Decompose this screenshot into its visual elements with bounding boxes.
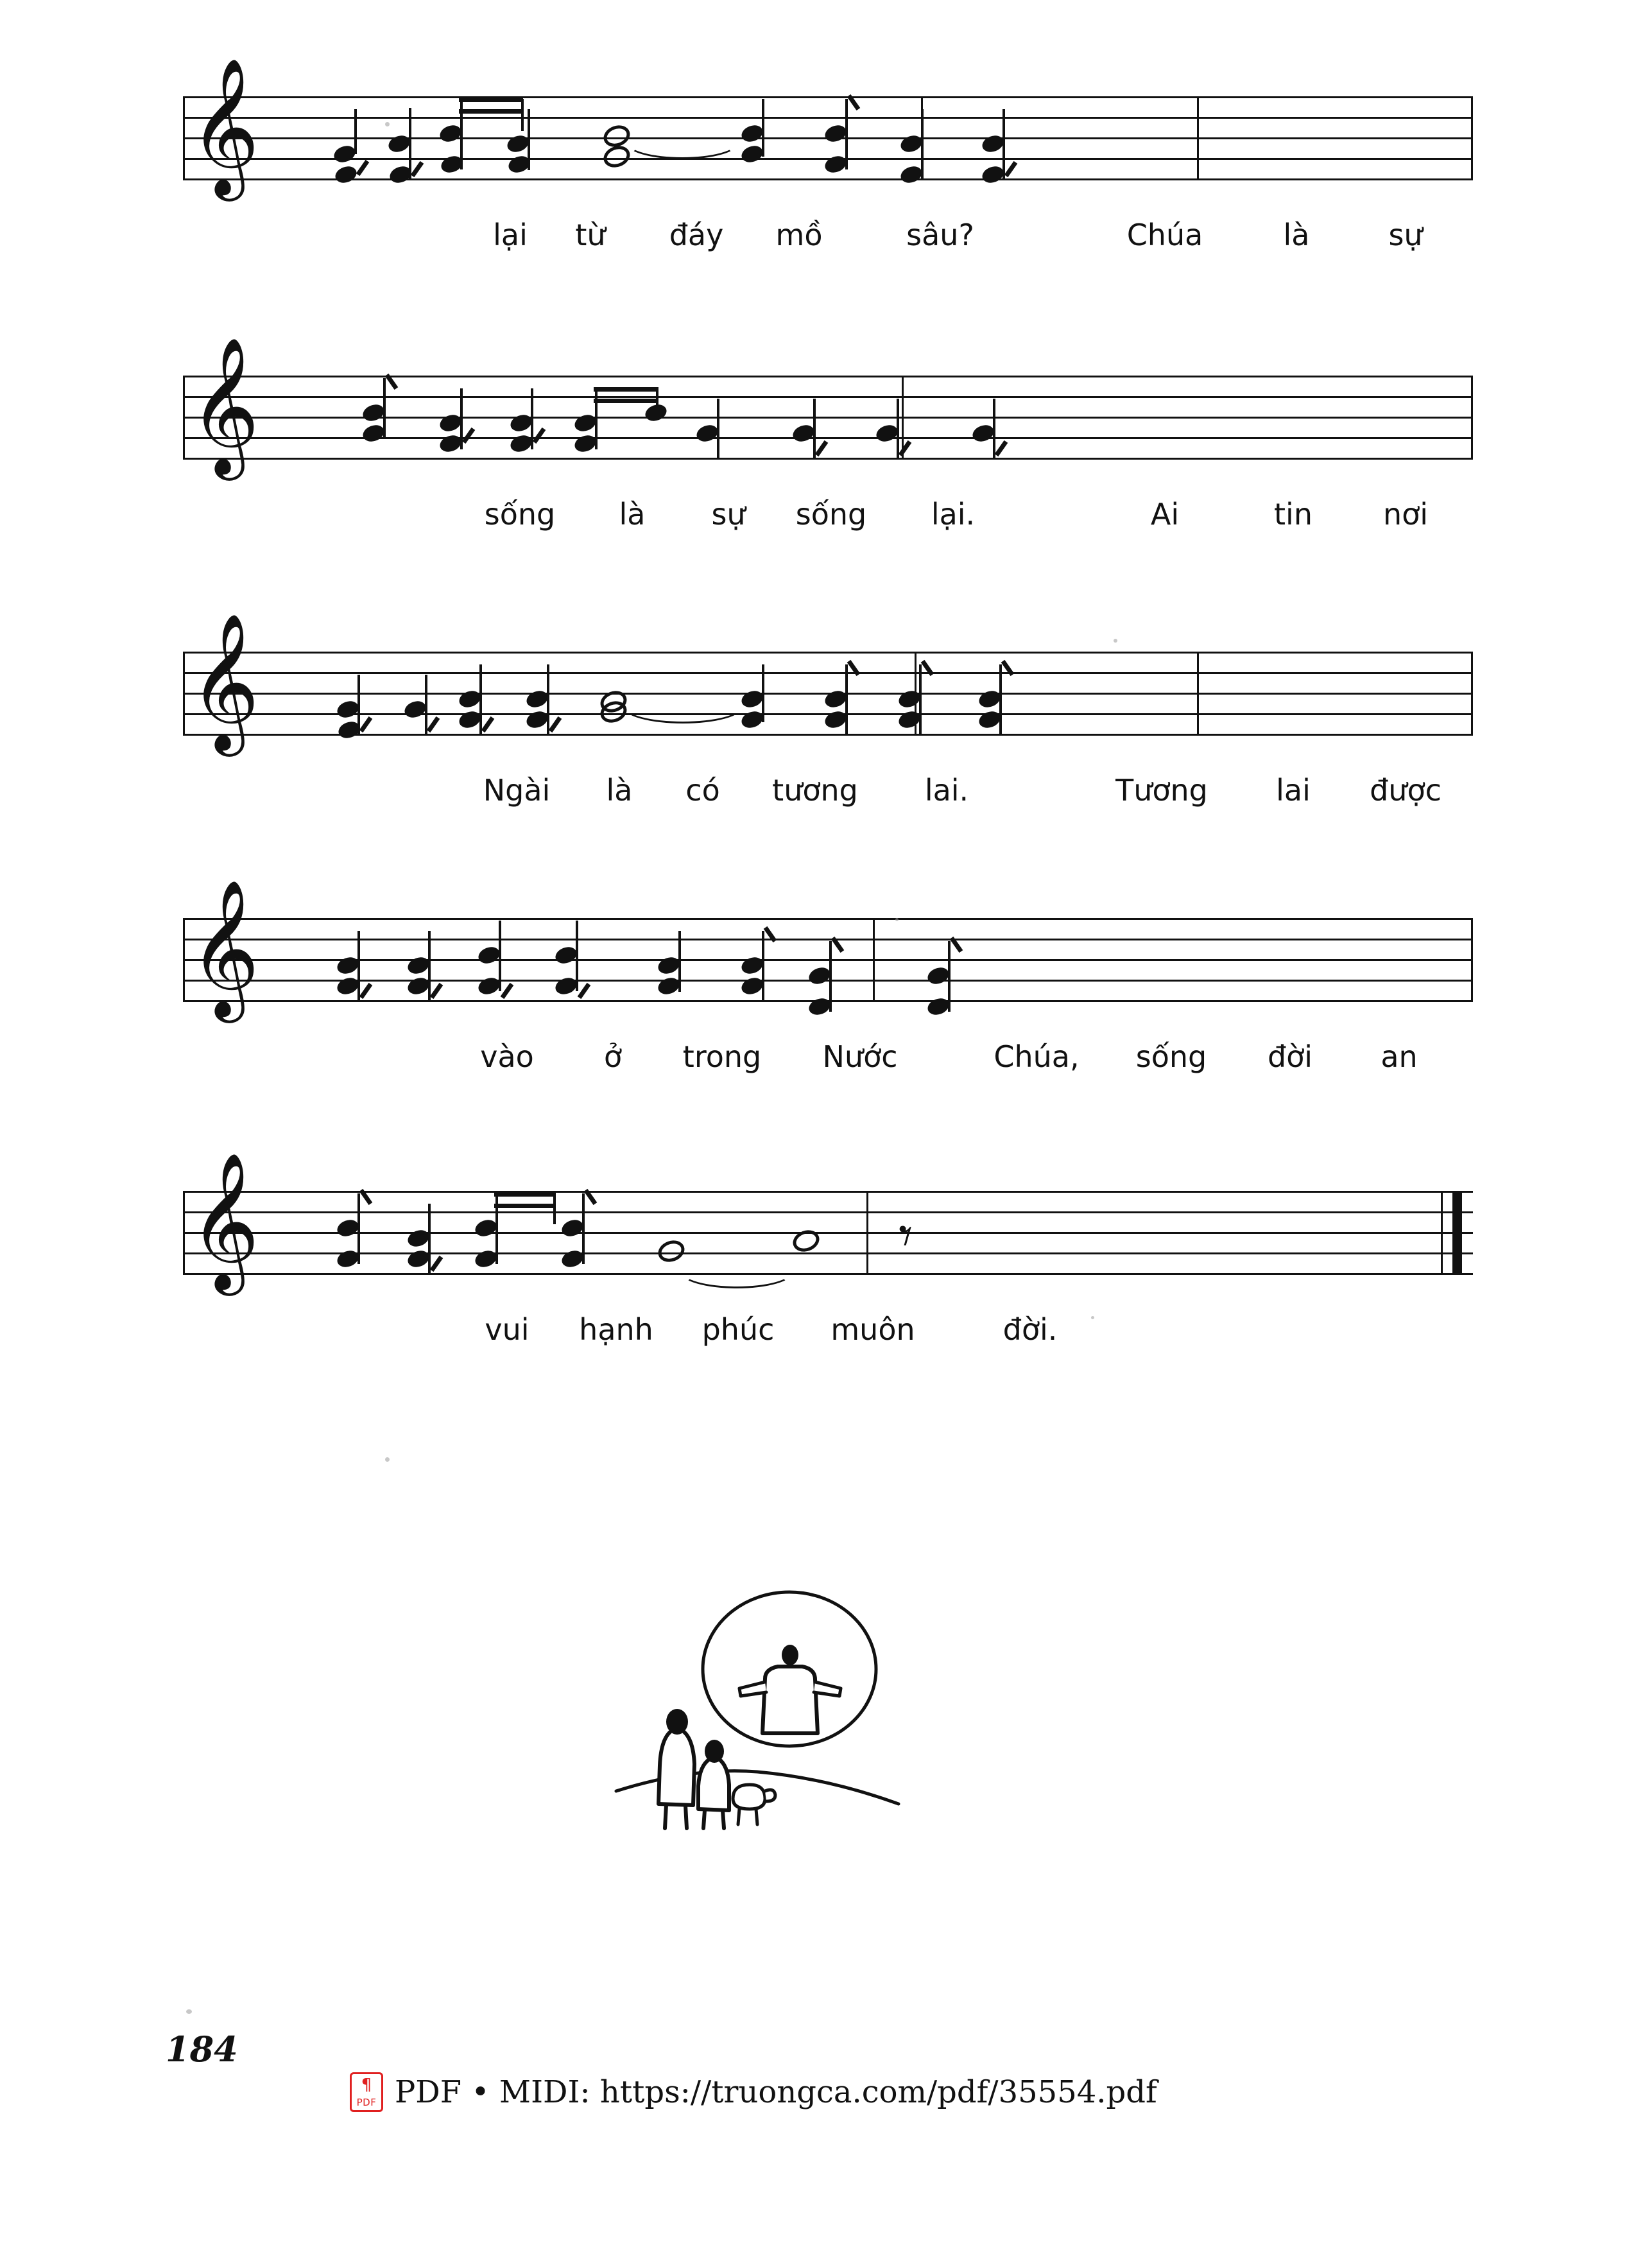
note-flag	[427, 716, 440, 732]
staff-line	[183, 376, 1473, 377]
note-flag	[430, 983, 443, 999]
barline	[1471, 376, 1473, 460]
child-figure-legs	[703, 1810, 724, 1828]
barline	[1471, 96, 1473, 180]
music-system-4	[183, 878, 1473, 1074]
staff-line	[183, 980, 1473, 982]
lyric-syllable: an	[1381, 1039, 1418, 1074]
lyric-syllable: tương	[772, 773, 858, 808]
staff-line	[183, 1273, 1473, 1275]
lyric-syllable: phúc	[701, 1312, 775, 1347]
lyric-syllable: sự	[711, 497, 746, 532]
note-flag	[995, 440, 1008, 456]
treble-clef-icon: 𝄞	[189, 1151, 260, 1290]
note-flag	[1004, 161, 1018, 177]
jesus-head	[782, 1645, 798, 1665]
adult-figure-head	[666, 1709, 688, 1735]
scan-speck	[385, 122, 390, 126]
lyric-syllable: Chúa,	[994, 1039, 1080, 1074]
note-stem	[897, 399, 899, 460]
scan-speck	[385, 1457, 390, 1462]
note-stem	[499, 921, 501, 991]
treble-clef-icon: 𝄞	[189, 878, 260, 1017]
lyric-line-1	[183, 217, 1473, 262]
barline	[183, 376, 185, 460]
adult-figure-body	[658, 1730, 694, 1805]
child-figure-head	[705, 1740, 724, 1763]
staff-line	[183, 918, 1473, 920]
lyric-syllable: Tương	[1115, 773, 1208, 808]
lyric-syllable: sự	[1388, 218, 1423, 252]
lyric-syllable: vui	[485, 1312, 529, 1347]
lyric-syllable: sống	[795, 497, 867, 532]
lyric-syllable: trong	[682, 1039, 762, 1074]
lyric-syllable: đời	[1267, 1039, 1313, 1074]
note-stem	[762, 664, 764, 722]
beam	[494, 1192, 555, 1197]
lyric-line-5	[183, 1312, 1473, 1356]
music-system-1	[183, 56, 1473, 252]
staff-line	[183, 939, 1473, 940]
lyric-syllable: nơi	[1382, 497, 1429, 532]
notehead-half	[655, 1237, 687, 1265]
beam	[594, 399, 658, 403]
treble-clef-icon: 𝄞	[189, 56, 260, 195]
beam	[459, 109, 523, 114]
staff-2	[183, 336, 1473, 485]
note-flag	[359, 716, 373, 732]
lyric-syllable: mồ	[775, 218, 823, 252]
barline	[1471, 918, 1473, 1002]
barline	[1197, 96, 1199, 180]
final-barline	[1452, 1191, 1462, 1275]
lyric-syllable: vào	[480, 1039, 534, 1074]
note-stem	[479, 664, 482, 735]
note-stem	[428, 1204, 431, 1274]
staff-line	[183, 672, 1473, 674]
lyric-syllable: Ngài	[483, 773, 551, 808]
notehead	[333, 164, 359, 186]
staff-5	[183, 1151, 1473, 1300]
child-figure-body	[698, 1759, 729, 1810]
tie	[680, 1255, 793, 1288]
staff-line	[183, 734, 1473, 736]
lyric-syllable: đời.	[1002, 1312, 1058, 1347]
barline	[183, 96, 185, 180]
music-system-3	[183, 612, 1473, 808]
note-flag	[533, 428, 546, 444]
quarter-rest: 𝄾	[899, 1204, 913, 1267]
page-number: 184	[166, 2029, 238, 2070]
barline	[183, 652, 185, 736]
lyric-syllable: từ	[575, 218, 606, 252]
note-flag	[430, 1256, 443, 1272]
note-stem	[999, 664, 1002, 735]
note-flag	[899, 440, 912, 456]
lyric-syllable: lại	[493, 218, 528, 252]
lyric-syllable: Nước	[822, 1039, 898, 1074]
staff-3	[183, 612, 1473, 761]
note-stem	[762, 931, 764, 1001]
pdf-icon-label: PDF	[356, 2097, 377, 2108]
staff-line	[183, 959, 1473, 961]
lyric-line-4	[183, 1039, 1473, 1084]
note-stem	[919, 664, 922, 735]
lyric-syllable: tin	[1274, 497, 1312, 532]
barline	[183, 918, 185, 1002]
lyric-syllable: có	[685, 773, 720, 808]
lyric-line-3	[183, 772, 1473, 817]
note-stem	[547, 664, 549, 735]
lyric-syllable: sống	[1135, 1039, 1207, 1074]
scan-speck	[1091, 1316, 1094, 1319]
note-stem	[948, 941, 951, 1012]
notehead	[643, 402, 669, 424]
jesus-right-arm	[814, 1682, 841, 1696]
staff-line	[183, 1232, 1473, 1234]
music-system-2	[183, 336, 1473, 532]
jesus-left-arm	[739, 1682, 766, 1696]
note-flag	[549, 716, 562, 732]
treble-clef-icon: 𝄞	[189, 336, 260, 474]
note-stem	[845, 99, 848, 169]
barline	[183, 1191, 185, 1275]
staff-line	[183, 458, 1473, 460]
note-stem	[829, 941, 832, 1012]
note-flag	[578, 983, 591, 999]
beam	[594, 387, 658, 392]
scan-speck	[1114, 639, 1117, 643]
note-stem	[717, 399, 719, 460]
note-stem	[521, 99, 524, 131]
staff-line	[183, 396, 1473, 398]
note-stem	[582, 1193, 585, 1264]
beam	[494, 1204, 555, 1208]
lyric-syllable: là	[1283, 218, 1310, 252]
note-stem	[921, 109, 924, 180]
sheep-legs	[738, 1809, 757, 1824]
lyric-syllable: là	[606, 773, 633, 808]
barline	[873, 918, 875, 1002]
staff-4	[183, 878, 1473, 1027]
scan-speck	[895, 918, 899, 921]
staff-line	[183, 178, 1473, 180]
tie	[626, 126, 739, 159]
barline	[866, 1191, 868, 1275]
note-stem	[553, 1192, 556, 1224]
pdf-icon-glyph: ¶	[361, 2075, 372, 2095]
lyric-syllable: muôn	[830, 1312, 915, 1347]
music-system-5	[183, 1151, 1473, 1347]
lyric-syllable: Ai	[1150, 497, 1180, 532]
lyric-syllable: đáy	[669, 218, 724, 252]
tie	[623, 690, 743, 723]
jesus-robe	[762, 1667, 818, 1733]
treble-clef-icon: 𝄞	[189, 612, 260, 750]
note-stem	[357, 931, 360, 1001]
staff-line	[183, 117, 1473, 119]
note-flag	[462, 428, 476, 444]
footer-bar	[350, 2072, 1157, 2112]
note-stem	[425, 675, 427, 736]
lyric-syllable: lai	[1276, 773, 1311, 808]
lyric-syllable: lai.	[924, 773, 969, 808]
staff-1	[183, 56, 1473, 205]
note-flag	[501, 983, 514, 999]
lyric-syllable: được	[1370, 773, 1441, 808]
barline	[1471, 652, 1473, 736]
note-stem	[357, 1193, 360, 1264]
note-stem	[576, 921, 578, 991]
staff-line	[183, 1191, 1473, 1193]
lyric-syllable: lại.	[931, 497, 976, 532]
lyric-syllable: sống	[484, 497, 556, 532]
barline	[1441, 1191, 1443, 1275]
staff-line	[183, 1211, 1473, 1213]
illustration-jesus-with-figures	[597, 1573, 1008, 1907]
barline	[1197, 652, 1199, 736]
lyric-syllable: là	[619, 497, 646, 532]
note-flag	[359, 983, 373, 999]
note-flag	[356, 160, 370, 176]
note-stem	[428, 931, 431, 1001]
staff-line	[183, 652, 1473, 654]
note-stem	[813, 399, 816, 460]
illustration-svg	[597, 1573, 1008, 1907]
note-stem	[1002, 109, 1005, 180]
staff-line	[183, 96, 1473, 98]
lyric-syllable: Chúa	[1126, 218, 1203, 252]
note-stem	[354, 109, 357, 154]
note-flag	[481, 716, 495, 732]
beam	[459, 98, 523, 102]
lyric-line-2	[183, 496, 1473, 541]
lyric-syllable: sâu?	[906, 218, 974, 252]
sheep-head	[765, 1790, 775, 1801]
note-stem	[762, 99, 764, 157]
note-flag	[411, 161, 424, 177]
adult-figure-legs	[665, 1805, 687, 1828]
lyric-syllable: ở	[603, 1039, 623, 1074]
notehead-half	[790, 1227, 822, 1255]
note-flag	[815, 440, 829, 456]
lyric-syllable: hạnh	[579, 1312, 653, 1347]
scan-speck	[186, 2009, 192, 2014]
note-stem	[993, 399, 995, 460]
pdf-icon	[350, 2072, 383, 2112]
note-stem	[845, 664, 848, 735]
staff-line	[183, 1252, 1473, 1254]
footer-link-text: PDF • MIDI: https://truongca.com/pdf/35554.pdf	[395, 2074, 1157, 2110]
sheep-body	[733, 1785, 765, 1809]
